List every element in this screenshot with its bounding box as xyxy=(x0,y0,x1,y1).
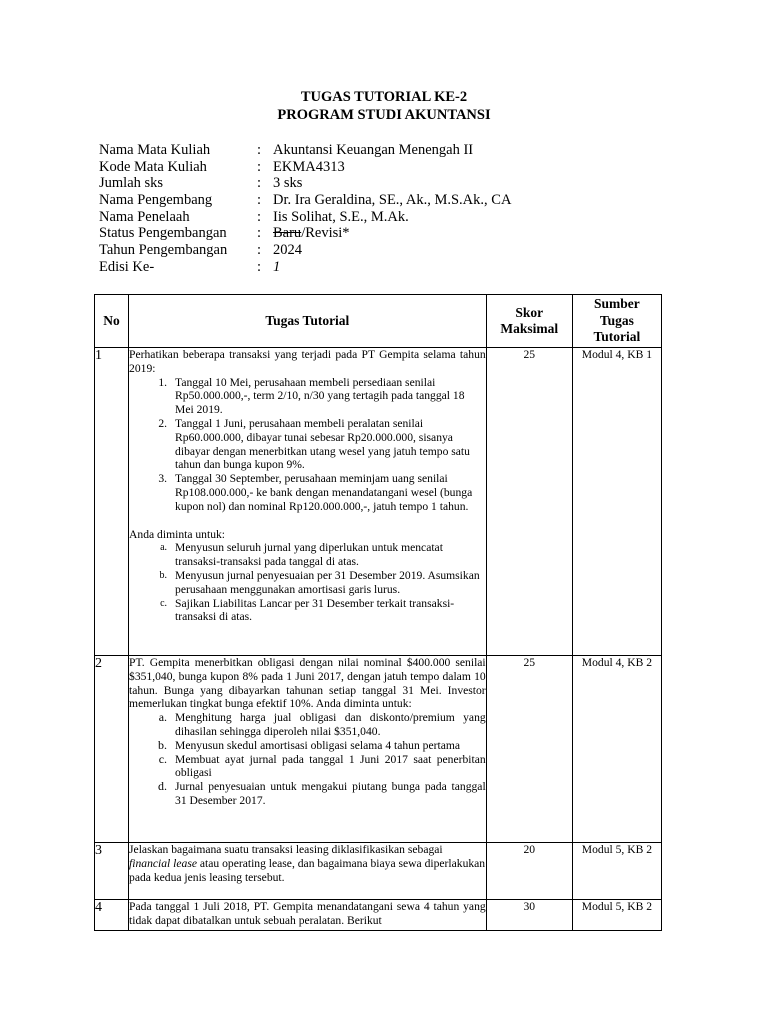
list-text: Tanggal 10 Mei, perusahaan membeli persediaan senilai Rp50.000.000,-, term 2/10, n/30 yang tertagih pada tanggal 18 Mei 2019. xyxy=(175,375,465,417)
info-colon: : xyxy=(257,158,262,175)
header-score-line: Skor xyxy=(515,304,544,320)
header-task: Tugas Tutorial xyxy=(129,295,487,348)
header-source xyxy=(572,295,661,348)
source-cell: Modul 5, KB 2 xyxy=(572,900,661,931)
info-row-course-name xyxy=(99,142,511,159)
task-cell xyxy=(129,843,487,900)
row-number: 4 xyxy=(95,900,129,931)
table-row xyxy=(95,348,662,656)
task-instruction: Anda diminta untuk: xyxy=(129,527,226,541)
table-row xyxy=(95,900,662,931)
info-row-reviewer xyxy=(99,209,511,226)
task-text-italic: financial lease xyxy=(129,856,197,870)
header-source-line: Tugas xyxy=(599,312,634,328)
list-text: Menyusun skedul amortisasi obligasi selama 4 tahun pertama xyxy=(175,738,460,752)
struck-status: Baru xyxy=(273,225,302,242)
score-cell: 25 xyxy=(486,656,572,843)
list-item xyxy=(129,472,486,513)
list-item xyxy=(129,569,486,597)
header-source-line: Tutorial xyxy=(593,329,641,345)
info-label: Nama Pengembang xyxy=(99,192,213,209)
list-letter: c. xyxy=(158,751,168,766)
list-letter: b. xyxy=(158,737,168,752)
tasks-table xyxy=(94,294,662,931)
table-header-row xyxy=(95,295,662,348)
info-colon: : xyxy=(257,242,262,259)
row-number: 2 xyxy=(95,656,129,843)
source-cell: Modul 5, KB 2 xyxy=(572,843,661,900)
question-list xyxy=(129,541,486,624)
status-value: /Revisi* xyxy=(301,225,350,242)
task-intro: Perhatikan beberapa transaksi yang terjadi pada PT Gempita selama tahun 2019: xyxy=(129,348,486,375)
list-item xyxy=(129,417,486,472)
list-letter: d. xyxy=(158,779,168,794)
row-number: 1 xyxy=(95,348,129,656)
info-row-status xyxy=(99,225,511,242)
task-cell xyxy=(129,900,487,931)
info-label: Tahun Pengembangan xyxy=(99,242,228,259)
info-value: 3 sks xyxy=(273,175,303,192)
list-text: Menyusun seluruh jurnal yang diperlukan untuk mencatat transaksi-transaksi pada tanggal di atas. xyxy=(175,541,443,569)
header-score xyxy=(486,295,572,348)
info-colon: : xyxy=(257,258,262,275)
source-cell: Modul 4, KB 2 xyxy=(572,656,661,843)
info-colon: : xyxy=(257,192,262,209)
list-item xyxy=(129,753,486,781)
info-value: 1 xyxy=(273,258,281,275)
task-cell xyxy=(129,348,487,656)
row-number: 3 xyxy=(95,843,129,900)
list-text: Menghitung harga jual obligasi dan diskonto/premium yang dihasilan sehingga diperoleh nilai $351,040. xyxy=(175,711,486,738)
task-text-part: atau operating lease, dan bagaimana biaya sewa diperlakukan pada kedua jenis leasing tersebut. xyxy=(129,856,486,884)
list-item xyxy=(129,376,486,417)
header-no: No xyxy=(95,295,129,348)
list-item xyxy=(129,541,486,569)
list-number: 3. xyxy=(158,472,168,486)
info-value xyxy=(273,225,350,242)
transaction-list xyxy=(129,376,486,514)
list-letter: c. xyxy=(160,597,168,609)
list-letter: b. xyxy=(159,569,168,581)
score-cell: 25 xyxy=(486,348,572,656)
info-colon: : xyxy=(257,225,262,242)
list-number: 1. xyxy=(158,375,168,389)
info-colon: : xyxy=(257,175,262,192)
info-label: Nama Penelaah xyxy=(99,208,190,225)
info-colon: : xyxy=(257,142,262,158)
task-text-part: Jelaskan bagaimana suatu transaksi leasing diklasifikasikan sebagai xyxy=(129,843,443,856)
info-value: Iis Solihat, S.E., M.Ak. xyxy=(273,208,409,225)
task-text xyxy=(129,843,486,884)
list-letter: a. xyxy=(158,710,168,725)
info-label: Kode Mata Kuliah xyxy=(99,158,207,175)
table-row xyxy=(95,843,662,900)
task-intro: PT. Gempita menerbitkan obligasi dengan nilai nominal $400.000 senilai $351,040, bunga kupon 8% pada 1 Juni 2017, dengan jatuh tempo dalam 10 tahun. Bunga yang dibayarkan tahunan setiap tanggal 31 Mei. Investor memerlukan tingkat bunga efektif 10%. Anda diminta untuk: xyxy=(129,656,486,711)
score-cell: 20 xyxy=(486,843,572,900)
info-label: Status Pengembangan xyxy=(99,225,227,242)
task-cell xyxy=(129,656,487,843)
info-row-developer xyxy=(99,192,511,209)
list-text: Jurnal penyesuaian untuk mengakui piutang bunga pada tanggal 31 Desember 2017. xyxy=(175,780,486,807)
info-row-year xyxy=(99,242,511,259)
info-value: Dr. Ira Geraldina, SE., Ak., M.S.Ak., CA xyxy=(273,192,512,209)
info-value: Akuntansi Keuangan Menengah II xyxy=(273,142,474,158)
info-label: Edisi Ke- xyxy=(99,258,155,275)
header-source-line: Sumber xyxy=(594,296,640,312)
info-row-edition xyxy=(99,259,511,276)
list-number: 2. xyxy=(158,416,168,430)
list-item xyxy=(129,711,486,739)
table-row xyxy=(95,656,662,843)
info-colon: : xyxy=(257,208,262,225)
list-text: Tanggal 30 September, perusahaan meminjam uang senilai Rp108.000.000,- ke bank dengan menandatangani wesel (bunga kupon nol) dan nominal Rp120.000.000,-, jatuh tempo 1 tahun. xyxy=(175,472,473,513)
document-title: TUGAS TUTORIAL KE-2 xyxy=(300,89,468,105)
header-score-line: Maksimal xyxy=(500,321,559,336)
list-text: Menyusun jurnal penyesuaian per 31 Desember 2019. Asumsikan perusahaan menggunakan amortisasi garis lurus. xyxy=(175,568,480,596)
list-item xyxy=(129,739,486,753)
list-letter: a. xyxy=(160,542,168,554)
info-row-course-code xyxy=(99,159,511,176)
list-text: Sajikan Liabilitas Lancar per 31 Desember terkait transaksi-transaksi di atas. xyxy=(175,596,455,624)
list-item xyxy=(129,597,486,625)
document-subtitle: PROGRAM STUDI AKUNTANSI xyxy=(277,107,491,123)
task-intro: Pada tanggal 1 Juli 2018, PT. Gempita menandatangani sewa 4 tahun yang tidak dapat dibatalkan untuk sebuah peralatan. Berikut xyxy=(129,900,486,927)
info-row-credits xyxy=(99,175,511,192)
list-text: Membuat ayat jurnal pada tanggal 1 Juni 2017 saat penerbitan obligasi xyxy=(175,752,486,780)
score-cell: 30 xyxy=(486,900,572,931)
list-item xyxy=(129,780,486,808)
course-info xyxy=(99,142,511,276)
info-value: 2024 xyxy=(273,242,302,259)
info-label: Nama Mata Kuliah xyxy=(99,142,211,158)
list-text: Tanggal 1 Juni, perusahaan membeli peralatan senilai Rp60.000.000, dibayar tunai sebesar Rp20.000.000, sisanya dibayar dengan menerbitkan utang wesel yang jatuh tempo satu tahun dan bunga kupon 9%. xyxy=(175,416,470,472)
info-value: EKMA4313 xyxy=(273,158,345,175)
source-cell: Modul 4, KB 1 xyxy=(572,348,661,656)
info-label: Jumlah sks xyxy=(99,175,164,192)
question-list xyxy=(129,711,486,808)
